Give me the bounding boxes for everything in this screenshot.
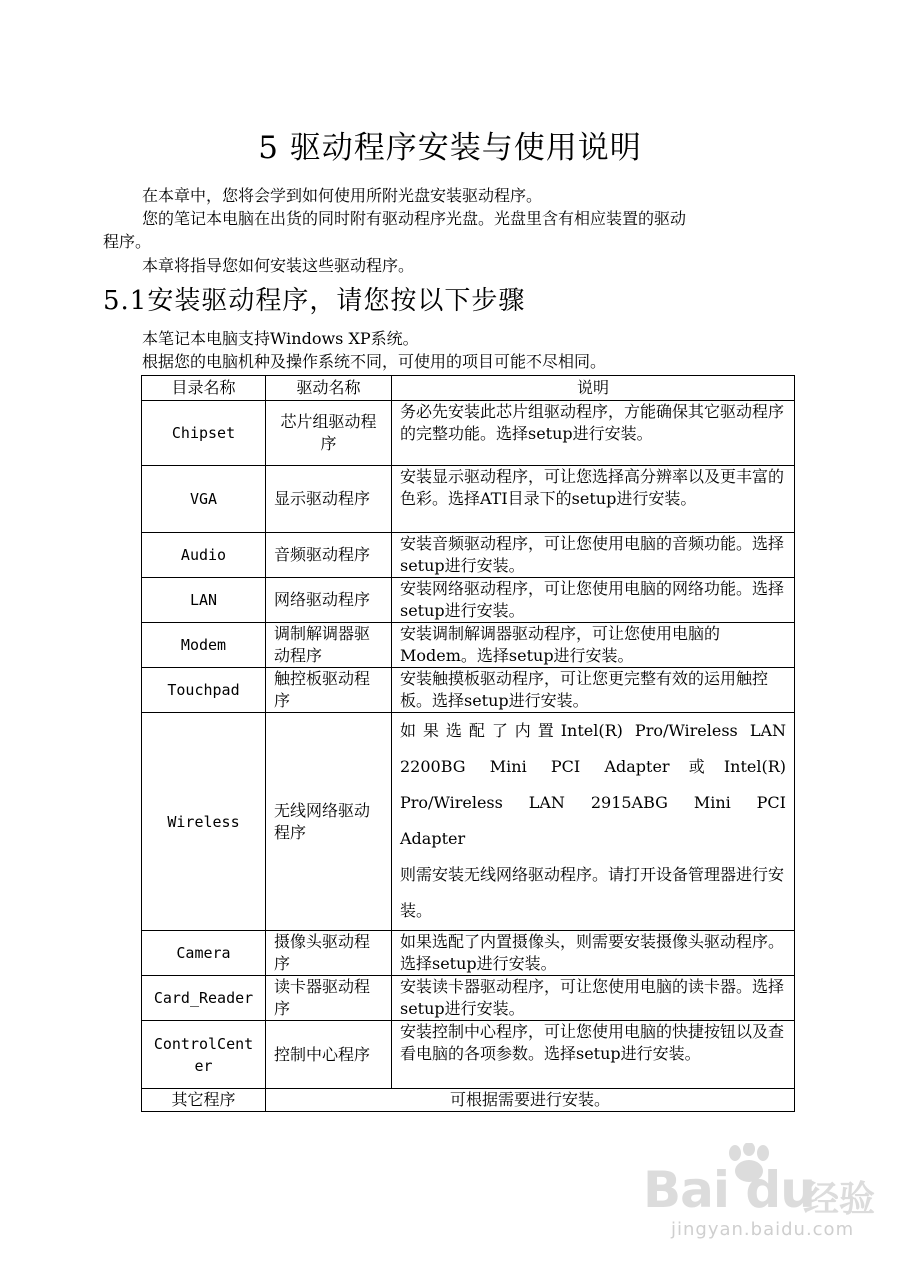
row-driver: 控制中心程序: [266, 1021, 392, 1089]
section-title: 5.1安装驱动程序，请您按以下步骤: [103, 286, 526, 316]
table-row: [142, 533, 795, 578]
row-description: 可根据需要进行安装。: [266, 1089, 795, 1112]
row-driver: 触控板驱动程序: [266, 668, 392, 713]
row-driver: 网络驱动程序: [266, 578, 392, 623]
row-description: 安装触摸板驱动程序，可让您更完整有效的运用触控板。选择setup进行安装。: [392, 668, 795, 713]
row-directory: Touchpad: [142, 668, 266, 713]
intro-paragraph-2-line-1: 您的笔记本电脑在出货的同时附有驱动程序光盘。光盘里含有相应装置的驱动: [142, 209, 687, 228]
intro-paragraph-3: 本章将指导您如何安装这些驱动程序。: [142, 256, 415, 275]
row-directory: LAN: [142, 578, 266, 623]
watermark-cn: 经验: [803, 1179, 876, 1220]
row-description: 安装调制解调器驱动程序，可让您使用电脑的Modem。选择setup进行安装。: [392, 623, 795, 668]
table-header-row: [142, 376, 795, 401]
baidu-jingyan-watermark: [643, 1143, 883, 1243]
intro-paragraph-2-line-2: 程序。: [103, 232, 152, 251]
row-directory: Audio: [142, 533, 266, 578]
driver-table: [141, 375, 795, 1112]
wireless-note: 则需安装无线网络驱动程序。请打开设备管理器进行安装。: [400, 865, 785, 920]
table-row: [142, 401, 795, 466]
row-description: 安装网络驱动程序，可让您使用电脑的网络功能。选择setup进行安装。: [392, 578, 795, 623]
table-row: [142, 623, 795, 668]
table-row: [142, 466, 795, 533]
row-description: 如果选配了内置摄像头，则需要安装摄像头驱动程序。选择setup进行安装。: [392, 931, 795, 976]
section-paragraph-2: 根据您的电脑机种及操作系统不同，可使用的项目可能不尽相同。: [142, 352, 607, 371]
table-row: [142, 976, 795, 1021]
row-description: 安装显示驱动程序，可让您选择高分辨率以及更丰富的色彩。选择ATI目录下的setup进行安装。: [392, 466, 795, 533]
chapter-title: 5 驱动程序安装与使用说明: [258, 130, 642, 166]
section-paragraph-1: 本笔记本电脑支持Windows XP系统。: [142, 329, 419, 348]
row-directory: Chipset: [142, 401, 266, 466]
header-driver: 驱动名称: [266, 376, 392, 401]
row-description: 安装音频驱动程序，可让您使用电脑的音频功能。选择setup进行安装。: [392, 533, 795, 578]
row-driver: 调制解调器驱动程序: [266, 623, 392, 668]
table-row-other: [142, 1089, 795, 1112]
intro-paragraph-1: 在本章中，您将会学到如何使用所附光盘安装驱动程序。: [142, 186, 543, 205]
wireless-line-2: 2200BG Mini PCI Adapter或Intel(R): [400, 757, 786, 776]
row-driver: 无线网络驱动程序: [266, 713, 392, 931]
table-row: [142, 931, 795, 976]
row-description: 安装控制中心程序，可让您使用电脑的快捷按钮以及查看电脑的各项参数。选择setup进行安装。: [392, 1021, 795, 1089]
row-directory: VGA: [142, 466, 266, 533]
table-row: [142, 668, 795, 713]
row-driver: 摄像头驱动程序: [266, 931, 392, 976]
wireless-line-1: 如果选配了内置Intel(R) Pro/Wireless LAN: [400, 721, 786, 740]
row-description: 务必先安装此芯片组驱动程序，方能确保其它驱动程序的完整功能。选择setup进行安装。: [392, 401, 795, 466]
row-directory: 其它程序: [142, 1089, 266, 1112]
watermark-brand: Bai du: [643, 1161, 815, 1219]
row-driver: 音频驱动程序: [266, 533, 392, 578]
table-row: [142, 578, 795, 623]
header-description: 说明: [392, 376, 795, 401]
row-directory: Wireless: [142, 713, 266, 931]
row-directory: Camera: [142, 931, 266, 976]
row-directory: ControlCenter: [142, 1021, 266, 1089]
row-directory: Modem: [142, 623, 266, 668]
header-directory: 目录名称: [142, 376, 266, 401]
row-driver: 读卡器驱动程序: [266, 976, 392, 1021]
wireless-line-4: Adapter: [400, 829, 466, 848]
table-row-wireless: [142, 713, 795, 931]
row-description: 安装读卡器驱动程序，可让您使用电脑的读卡器。选择setup进行安装。: [392, 976, 795, 1021]
row-directory: Card_Reader: [142, 976, 266, 1021]
watermark-url: jingyan.baidu.com: [671, 1219, 855, 1240]
row-description: [392, 713, 795, 931]
table-row: [142, 1021, 795, 1089]
row-driver: 显示驱动程序: [266, 466, 392, 533]
row-driver: 芯片组驱动程序: [266, 401, 392, 466]
wireless-line-3: Pro/Wireless LAN 2915ABG Mini PCI: [400, 793, 786, 812]
